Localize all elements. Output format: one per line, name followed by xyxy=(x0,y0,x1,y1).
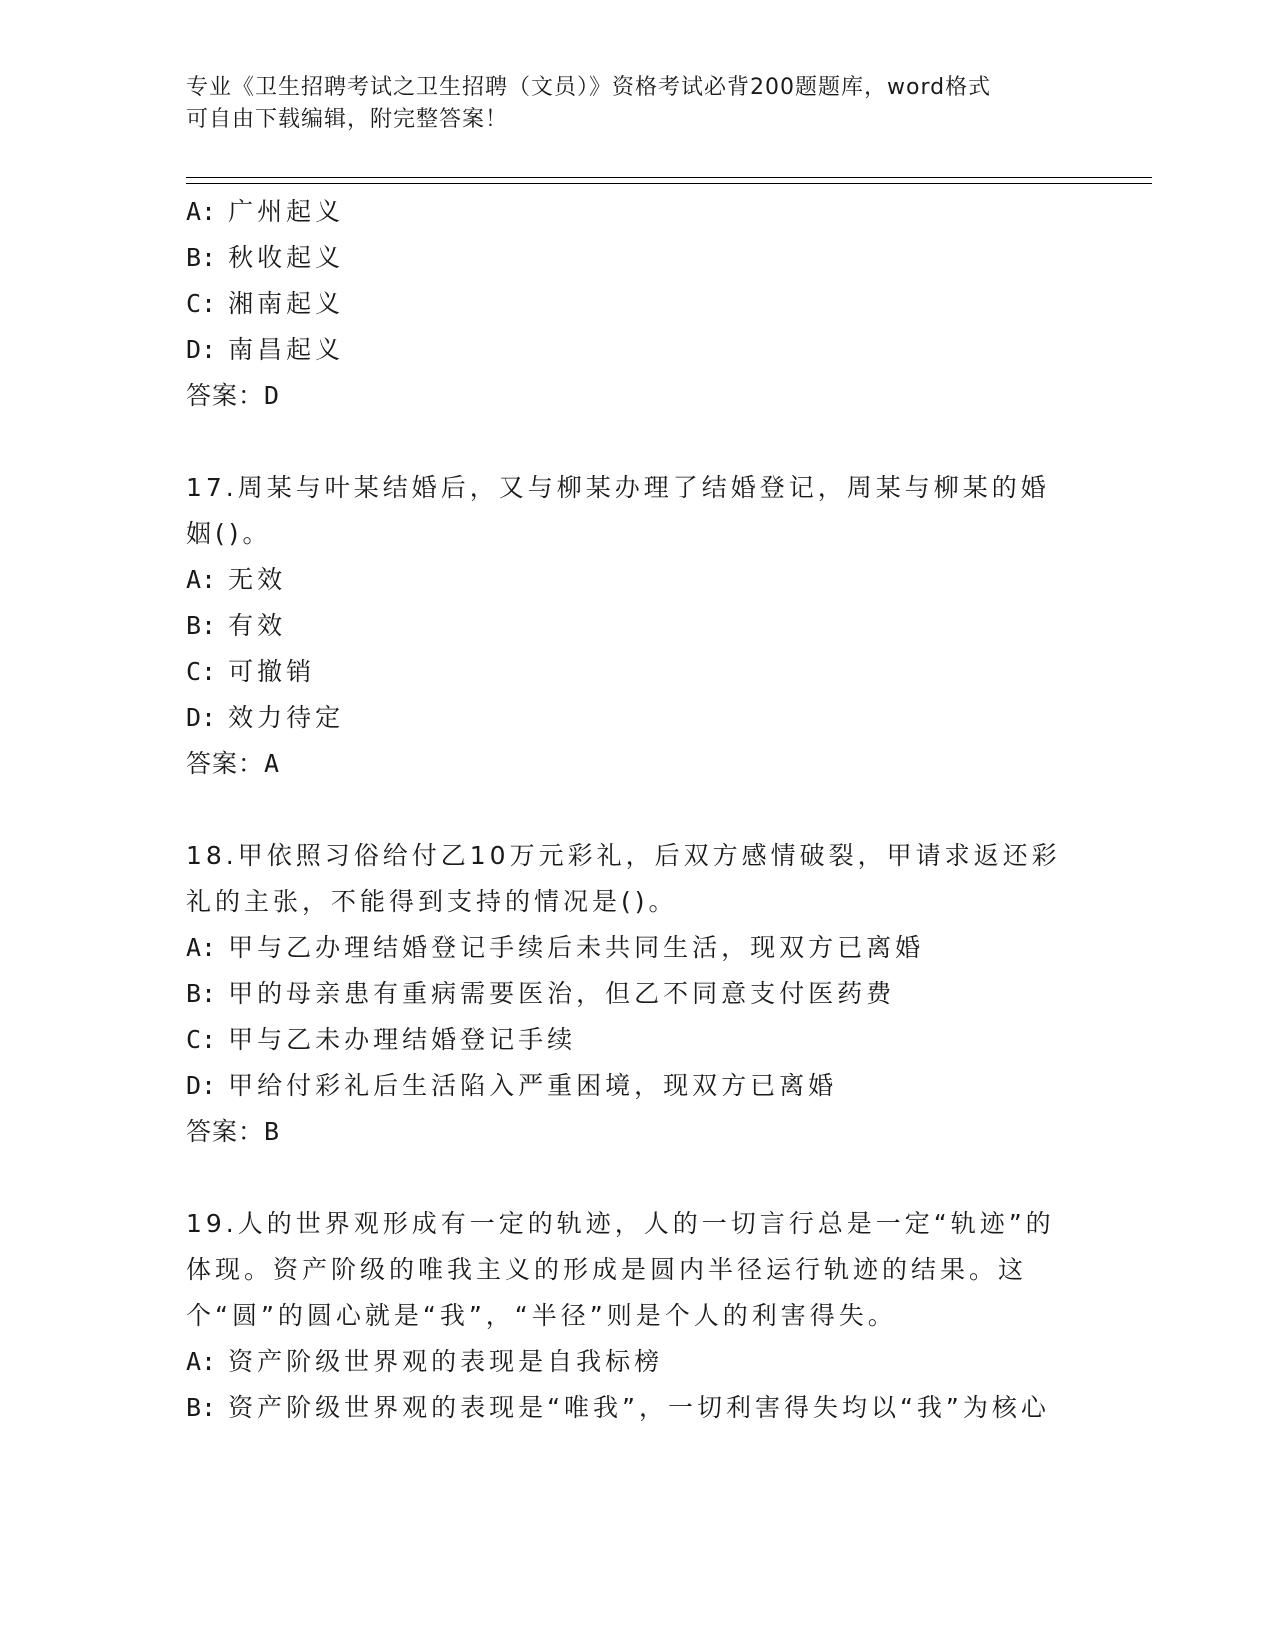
option-b: B: 甲的母亲患有重病需要医治，但乙不同意支付医药费 xyxy=(186,979,896,1008)
answer: 答案：B xyxy=(186,1117,281,1146)
question-17 xyxy=(186,465,1076,787)
option-b: B: 资产阶级世界观的表现是“唯我”，一切利害得失均以“我”为核心 xyxy=(186,1393,1050,1422)
spacer xyxy=(186,419,1076,465)
option-c: C: 可撤销 xyxy=(186,657,316,686)
question-list xyxy=(186,189,1076,1431)
question-text: 18.甲依照习俗给付乙10万元彩礼，后双方感情破裂，甲请求返还彩礼的主张，不能得到支持的情况是()。 xyxy=(186,841,1061,916)
option-c: C: 湘南起义 xyxy=(186,289,345,318)
document-header xyxy=(186,72,1066,136)
option-a: A: 资产阶级世界观的表现是自我标榜 xyxy=(186,1347,664,1376)
option-a: A: 甲与乙办理结婚登记手续后未共同生活，现双方已离婚 xyxy=(186,933,925,962)
header-line-2: 可自由下载编辑，附完整答案！ xyxy=(186,107,509,132)
answer: 答案：A xyxy=(186,749,281,778)
option-a: A: 无效 xyxy=(186,565,287,594)
option-c: C: 甲与乙未办理结婚登记手续 xyxy=(186,1025,577,1054)
spacer xyxy=(186,787,1076,833)
option-d: D: 南昌起义 xyxy=(186,335,345,364)
option-a: A: 广州起义 xyxy=(186,197,345,226)
question-19 xyxy=(186,1201,1076,1431)
question-16-continued xyxy=(186,189,1076,419)
answer: 答案：D xyxy=(186,381,281,410)
header-line-1: 专业《卫生招聘考试之卫生招聘（文员）》资格考试必背200题题库，word格式 xyxy=(186,75,992,100)
option-b: B: 秋收起义 xyxy=(186,243,345,272)
question-text: 19.人的世界观形成有一定的轨迹，人的一切言行总是一定“轨迹”的体现。资产阶级的唯我主义的形成是圆内半径运行轨迹的结果。这个“圆”的圆心就是“我”，“半径”则是个人的利害得失。 xyxy=(186,1209,1055,1330)
option-d: D: 甲给付彩礼后生活陷入严重困境，现双方已离婚 xyxy=(186,1071,838,1100)
question-text: 17.周某与叶某结婚后，又与柳某办理了结婚登记，周某与柳某的婚姻()。 xyxy=(186,473,1050,548)
question-18 xyxy=(186,833,1076,1155)
header-divider-bottom xyxy=(186,183,1152,184)
header-divider-top xyxy=(186,177,1152,178)
spacer xyxy=(186,1155,1076,1201)
option-d: D: 效力待定 xyxy=(186,703,345,732)
option-b: B: 有效 xyxy=(186,611,287,640)
